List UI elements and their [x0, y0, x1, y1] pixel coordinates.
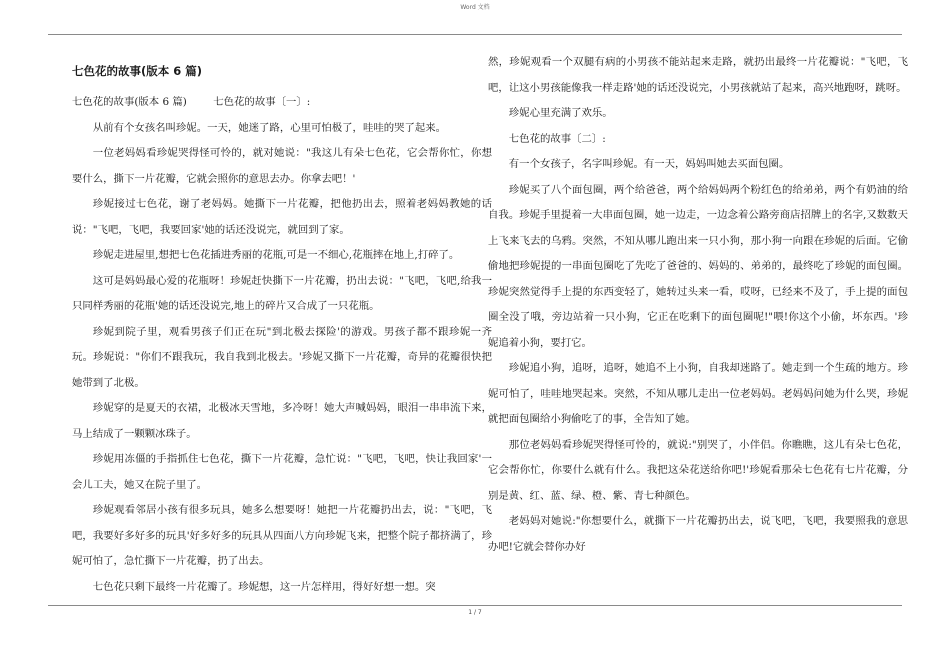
- paragraph: 有一个女孩子，名字叫珍妮。有一天，妈妈叫她去买面包圈。: [508, 158, 790, 170]
- paragraph: 从前有个女孩名叫珍妮。一天，她迷了路，心里可怕极了，哇哇的哭了起来。: [92, 121, 447, 134]
- paragraph: 这可是妈妈最心爱的花瓶呀！珍妮赶快撕下一片花瓣，扔出去说："飞吧，飞吧,给我一只同样秀丽的花瓶'她的话还没说完,地上的碎片又合成了一只花瓶。: [72, 274, 492, 312]
- subtitle: 七色花的故事(版本 6 篇) 七色花的故事〔一〕:: [72, 96, 311, 108]
- document-title: 七色花的故事(版本 6 篇): [72, 64, 203, 78]
- paragraph: 一位老妈妈看珍妮哭得怪可怜的，就对她说："我这儿有朵七色花，它会帮你忙，你想要什么，撕下一片花瓣，它就会照你的意思去办。你拿去吧！': [72, 147, 492, 185]
- header-rule: [48, 34, 902, 35]
- paragraph: 珍妮用冻僵的手指抓住七色花，撕下一片花瓣，急忙说："飞吧，飞吧，快让我回家'一会儿工夫，她又在院子里了。: [72, 453, 492, 491]
- page-header: [0, 0, 950, 36]
- paragraph: 那位老妈妈看珍妮哭得怪可怜的，就说:"别哭了，小伴侣。你瞧瞧，这儿有朵七色花，它会帮你忙，你要什么就有什么。我把这朵花送给你吧!'珍妮看那朵七色花有七片花瓣，分别是黄、红、蓝、绿、橙、紫、青七种颜色。: [488, 438, 908, 502]
- right-column: [488, 50, 908, 560]
- paragraph: 老妈妈对她说:"你想要什么，就撕下一片花瓣扔出去，说飞吧，飞吧，我要照我的意思办吧!它就会替你办好: [488, 515, 908, 553]
- section-heading: 七色花的故事〔二〕:: [508, 132, 606, 145]
- paragraph: 珍妮穿的是夏天的衣裙，北极冰天雪地，多冷呀！她大声喊妈妈，眼泪一串串流下来，马上结成了一颗颗冰珠子。: [72, 402, 492, 440]
- paragraph: 珍妮观看邻居小孩有很多玩具，她多么想要呀！她把一片花瓣扔出去，说："飞吧，飞吧，我要好多好多的玩具'好多好多的玩具从四面八方向珍妮飞来，把整个院子都挤满了，珍妮可怕了，急忙撕下一片花瓣，扔了出去。: [72, 504, 492, 567]
- paragraph: 然，珍妮观看一个双腿有病的小男孩不能站起来走路，就扔出最终一片花瓣说："飞吧，飞吧，让这小男孩能像我一样走路'她的话还没说完，小男孩就站了起来，高兴地跑呀，跳呀。: [488, 56, 908, 94]
- left-column: [72, 61, 492, 600]
- paragraph: 珍妮接过七色花，谢了老妈妈。她撕下一片花瓣，把他扔出去，照着老妈妈教她的话说："飞吧，飞吧，我要回家'她的话还没说完，就回到了家。: [72, 198, 492, 236]
- paragraph: 珍妮到院子里，观看男孩子们正在玩"到北极去探险'的游戏。男孩子都不跟珍妮一齐玩。珍妮说："你们不跟我玩，我自我到北极去。'珍妮又撕下一片花瓣，奇异的花瓣很快把她带到了北极。: [72, 325, 492, 389]
- paragraph: 珍妮走进屋里,想把七色花插进秀丽的花瓶,可是一不细心,花瓶摔在地上,打碎了。: [92, 249, 460, 261]
- paragraph: 珍妮追小狗，追呀，追呀，她追不上小狗，自我却迷路了。她走到一个生疏的地方。珍妮可怕了，哇哇地哭起来。突然，不知从哪儿走出一位老妈妈。老妈妈问她为什么哭，珍妮就把面包圈给小狗偷吃了的事，全告知了她。: [488, 362, 908, 425]
- paragraph: 珍妮心里充满了欢乐。: [508, 107, 613, 119]
- page-number: 1 / 7: [468, 609, 482, 616]
- footer-rule: [48, 605, 902, 606]
- header-label: Word 文档: [460, 4, 490, 11]
- paragraph: 七色花只剩下最终一片花瓣了。珍妮想，这一片怎样用，得好好想一想。突: [92, 580, 436, 593]
- paragraph: 珍妮买了八个面包圈，两个给爸爸，两个给妈妈两个粉红色的给弟弟，两个有奶油的给自我。珍妮手里提着一大串面包圈，她一边走，一边念着公路旁商店招牌上的名字,又数数天上飞来飞去的乌鸦。突然，不知从哪儿跑出来一只小狗，那小狗一向跟在珍妮的后面。它偷偷地把珍妮提的一串面包圈吃了先吃了爸爸的、妈妈的、弟弟的，最终吃了珍妮的面包圈。珍妮突然觉得手上提的东西变轻了，她转过头来一看，哎呀，已经来不及了，手上提的面包圈全没了哦，旁边站着一只小狗，它正在吃剩下的面包圈呢!"喂!你这个小偷，坏东西。'珍妮追着小狗，要打它。: [488, 183, 908, 349]
